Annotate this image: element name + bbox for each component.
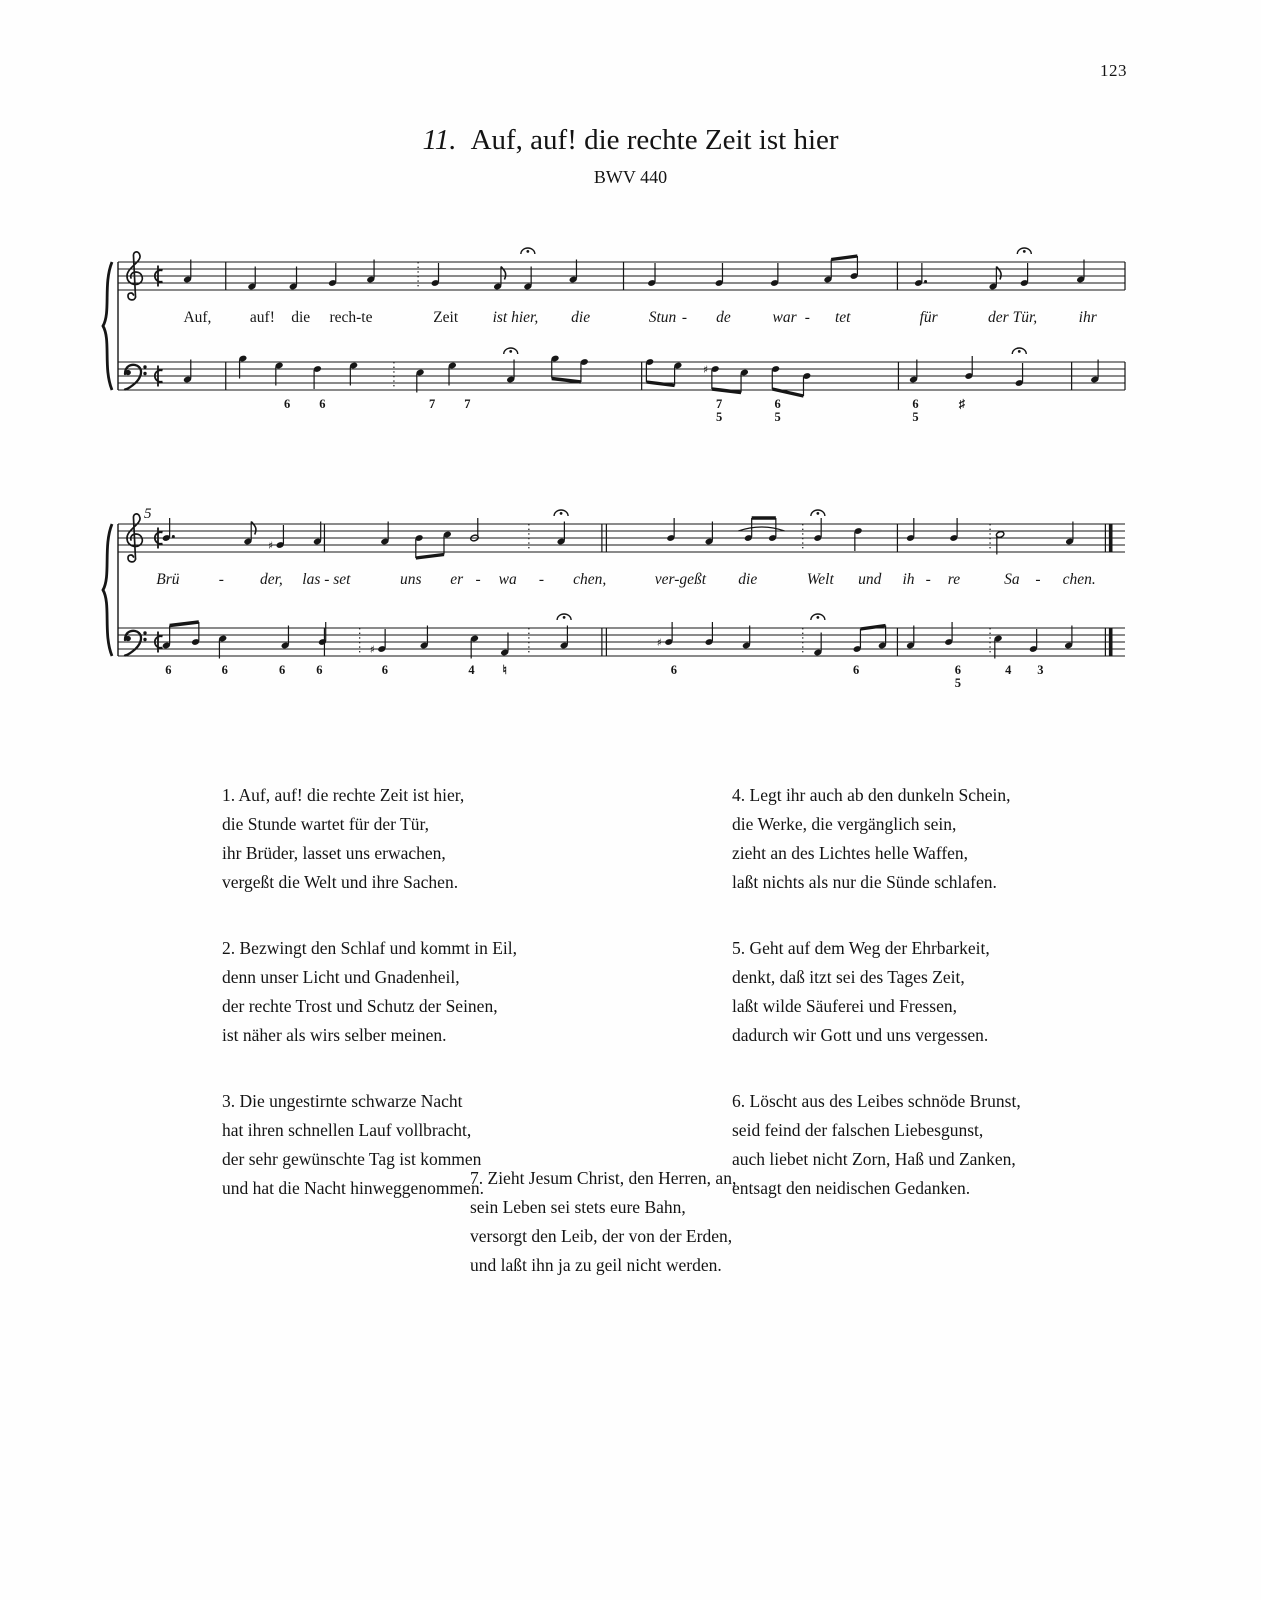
note xyxy=(183,360,192,384)
lyric-syllable: - xyxy=(538,571,545,588)
note xyxy=(247,267,256,291)
note xyxy=(162,626,171,650)
note xyxy=(771,365,780,389)
verse xyxy=(732,934,1172,1050)
note xyxy=(1090,360,1099,384)
verse-line: 3. Die ungestirnte schwarze Nacht xyxy=(222,1091,463,1111)
lyric-syllable: ver-geßt xyxy=(654,571,707,588)
note xyxy=(1065,522,1074,546)
augmentation-dot xyxy=(924,280,927,283)
note xyxy=(313,522,322,546)
verse-line: laßt wilde Säuferei und Fressen, xyxy=(732,996,958,1016)
page-title xyxy=(0,124,1261,157)
title-text: Auf, auf! die rechte Zeit ist hier xyxy=(470,124,839,156)
lyric-syllable: - xyxy=(1035,571,1041,588)
note xyxy=(380,522,389,546)
note xyxy=(443,531,452,555)
lyric-syllable: - xyxy=(475,571,481,588)
staff-lines xyxy=(118,628,1125,656)
note xyxy=(1029,629,1038,653)
figured-bass-number: 6 xyxy=(954,663,961,677)
note xyxy=(275,362,284,386)
verse-line: 5. Geht auf dem Weg der Ehrbarkeit, xyxy=(732,938,990,958)
figured-bass-number: 6 xyxy=(853,663,860,677)
note xyxy=(238,355,247,379)
figured-bass-number: ♮ xyxy=(502,663,507,677)
figured-bass-number: 6 xyxy=(316,663,323,677)
lyric-syllable: wa xyxy=(498,571,517,588)
lyric-syllable: rech-te xyxy=(329,309,373,326)
lyric-syllable: auf! xyxy=(249,309,275,326)
beam xyxy=(831,256,857,260)
fermata-icon xyxy=(504,348,518,354)
augmentation-dot xyxy=(172,535,175,538)
note xyxy=(673,362,682,386)
lyric-syllable: - xyxy=(681,309,688,326)
note xyxy=(416,369,425,393)
figured-bass-number: 6 xyxy=(670,663,677,677)
note xyxy=(431,263,440,287)
note xyxy=(500,633,509,657)
verse-line: und hat die Nacht hinweggenommen. xyxy=(222,1178,484,1198)
note xyxy=(191,622,200,646)
note xyxy=(878,626,887,650)
verse-line: entsagt den neidischen Gedanken. xyxy=(732,1178,971,1198)
note xyxy=(420,626,429,650)
verse xyxy=(222,781,662,897)
lyric-syllable: die xyxy=(571,309,591,326)
verse-line: auch liebet nicht Zorn, Haß und Zanken, xyxy=(732,1149,1016,1169)
lyric-syllable: re xyxy=(947,571,961,588)
note xyxy=(742,626,751,650)
lyric-syllable: Zeit xyxy=(433,309,459,326)
verse-line: hat ihren schnellen Lauf vollbracht, xyxy=(222,1120,472,1140)
verse-line: 6. Löscht aus des Leibes schnöde Brunst, xyxy=(732,1091,1021,1111)
lyric-syllable: las - set xyxy=(302,571,351,588)
note xyxy=(243,522,256,546)
verse-line: denkt, daß itzt sei des Tages Zeit, xyxy=(732,967,965,987)
figured-bass-number: 7 xyxy=(429,397,436,411)
verse xyxy=(222,934,662,1050)
note xyxy=(823,260,832,284)
note xyxy=(740,369,749,393)
system-brace-icon xyxy=(103,524,112,656)
note xyxy=(850,256,859,280)
verse-line: ihr Brüder, lasset uns erwachen, xyxy=(222,843,446,863)
note xyxy=(281,626,290,650)
system-brace-icon xyxy=(103,262,112,390)
figured-bass-number: 6 xyxy=(165,663,172,677)
accidental: ♯ xyxy=(656,636,662,649)
note xyxy=(1020,263,1029,287)
note xyxy=(506,360,515,384)
verse-line: denn unser Licht und Gnadenheil, xyxy=(222,967,460,987)
verse-line: die Stunde wartet für der Tür, xyxy=(222,814,429,834)
figured-bass-number: 7 xyxy=(464,397,471,411)
verse-line: 2. Bezwingt den Schlaf und kommt in Eil, xyxy=(222,938,518,958)
note xyxy=(1076,260,1085,284)
note xyxy=(964,356,973,380)
figured-bass-number: 6 xyxy=(319,397,326,411)
lyric-syllable: ihr xyxy=(1078,309,1097,326)
verse-line: dadurch wir Gott und uns vergessen. xyxy=(732,1025,989,1045)
verse xyxy=(732,781,1172,897)
note xyxy=(523,267,532,291)
note xyxy=(218,635,227,659)
lyric-syllable: war xyxy=(772,309,797,326)
accidental: ♯ xyxy=(268,539,274,552)
figured-bass-number: 5 xyxy=(774,410,781,424)
verse xyxy=(470,1164,890,1280)
lyric-syllable: Stun xyxy=(648,309,677,326)
music-system-1 xyxy=(100,238,1145,443)
note xyxy=(470,635,479,659)
eighth-flag xyxy=(501,267,506,280)
note xyxy=(569,260,578,284)
note xyxy=(705,522,714,546)
lyric-syllable: der Tür, xyxy=(988,309,1038,326)
lyric-syllable: der, xyxy=(259,571,283,588)
note xyxy=(1064,626,1073,650)
note xyxy=(906,626,915,650)
note xyxy=(493,267,506,291)
figured-bass-number: 6 xyxy=(284,397,291,411)
figured-bass-number: 4 xyxy=(1005,663,1012,677)
note xyxy=(949,518,958,542)
figured-bass-number: 7 xyxy=(716,397,723,411)
note xyxy=(289,267,298,291)
note xyxy=(853,629,862,653)
note xyxy=(666,518,675,542)
beam xyxy=(416,555,444,559)
verse-line: 7. Zieht Jesum Christ, den Herren, an, xyxy=(470,1168,737,1188)
note xyxy=(802,372,811,396)
lyric-syllable: er xyxy=(450,571,464,588)
figured-bass-number: 4 xyxy=(468,663,475,677)
note xyxy=(996,531,1005,555)
lyric-syllable: für xyxy=(919,309,938,326)
lyric-syllable: die xyxy=(291,309,311,326)
lyric-syllable: uns xyxy=(399,571,422,588)
fermata-icon xyxy=(1017,248,1031,254)
staff-lines xyxy=(118,362,1125,390)
lyric-syllable: Welt xyxy=(806,571,834,588)
note xyxy=(349,362,358,386)
lyric-syllable: die xyxy=(738,571,758,588)
note xyxy=(854,527,863,551)
eighth-flag xyxy=(996,267,1001,280)
note xyxy=(944,622,953,646)
note xyxy=(770,263,779,287)
figured-bass-number: 6 xyxy=(912,397,919,411)
note xyxy=(715,263,724,287)
music-system-2 xyxy=(100,490,1145,708)
verse-center xyxy=(470,1164,890,1317)
fermata-icon xyxy=(521,248,535,254)
note xyxy=(647,263,656,287)
note xyxy=(313,365,322,389)
figured-bass-number: 5 xyxy=(716,410,723,424)
verse-line: sein Leben sei stets eure Bahn, xyxy=(470,1197,686,1217)
note xyxy=(909,360,918,384)
note xyxy=(366,260,375,284)
verse-line: 4. Legt ihr auch ab den dunkeln Schein, xyxy=(732,785,1011,805)
fermata-icon xyxy=(1012,348,1026,354)
lyric-syllable: Sa xyxy=(1004,571,1020,588)
lyric-syllable: und xyxy=(858,571,882,588)
lyric-syllable: de xyxy=(716,309,731,326)
lyric-syllable: chen, xyxy=(573,571,607,588)
note xyxy=(557,522,566,546)
page-number: 123 xyxy=(1100,61,1127,80)
note xyxy=(560,626,569,650)
note xyxy=(645,358,654,382)
lyric-syllable: tet xyxy=(834,309,851,326)
note xyxy=(768,518,777,542)
figured-bass-number: ♯ xyxy=(958,397,965,411)
accidental: ♯ xyxy=(369,643,375,656)
accidental: ♯ xyxy=(703,363,709,376)
note xyxy=(448,362,457,386)
bwv-number: BWV 440 xyxy=(593,167,668,187)
verse-line: zieht an des Lichtes helle Waffen, xyxy=(732,843,969,863)
fermata-icon xyxy=(557,614,571,620)
fermata-icon xyxy=(554,510,568,516)
fermata-icon xyxy=(811,614,825,620)
note xyxy=(989,267,1002,291)
figured-bass-number: 5 xyxy=(912,410,919,424)
note xyxy=(328,263,337,287)
note xyxy=(813,633,822,657)
figured-bass-number: 6 xyxy=(381,663,388,677)
verse-line: ist näher als wirs selber meinen. xyxy=(222,1025,447,1045)
staff-lines xyxy=(118,262,1125,290)
slur xyxy=(738,527,784,531)
lyric-syllable: Brü xyxy=(156,571,180,588)
note xyxy=(1015,363,1024,387)
beam xyxy=(170,622,199,626)
figured-bass-number: 3 xyxy=(1037,663,1044,677)
verse-line: die Werke, die vergänglich sein, xyxy=(732,814,957,834)
verse-line: der rechte Trost und Schutz der Seinen, xyxy=(222,996,498,1016)
figured-bass-number: 5 xyxy=(954,676,961,690)
verse-line: vergeßt die Welt und ihre Sachen. xyxy=(222,872,459,892)
beam xyxy=(552,379,581,383)
note xyxy=(906,518,915,542)
fermata-icon xyxy=(811,510,825,516)
note xyxy=(551,355,560,379)
figured-bass-number: 6 xyxy=(221,663,228,677)
eighth-flag xyxy=(251,522,256,535)
lyric-syllable: ih xyxy=(902,571,915,588)
note xyxy=(705,622,714,646)
note xyxy=(580,358,589,382)
verse-line: laßt nichts als nur die Sünde schlafen. xyxy=(732,872,997,892)
lyric-syllable: Auf, xyxy=(183,309,212,326)
lyric-syllable: - xyxy=(218,571,224,588)
figured-bass-number: 6 xyxy=(279,663,286,677)
figured-bass-number: 6 xyxy=(774,397,781,411)
lyric-syllable: chen. xyxy=(1062,571,1096,588)
lyric-syllable: ist hier, xyxy=(492,309,539,326)
note xyxy=(183,260,192,284)
title-number: 11. xyxy=(422,124,457,156)
lyric-syllable: - xyxy=(925,571,931,588)
verse-line: seid feind der falschen Liebesgunst, xyxy=(732,1120,984,1140)
verse-line: 1. Auf, auf! die rechte Zeit ist hier, xyxy=(222,785,465,805)
verse-line: und laßt ihn ja zu geil nicht werden. xyxy=(470,1255,722,1275)
note xyxy=(744,518,753,542)
note xyxy=(415,534,424,558)
note xyxy=(994,635,1003,659)
note xyxy=(813,518,822,542)
note xyxy=(318,622,327,646)
verse-line: versorgt den Leib, der von der Erden, xyxy=(470,1226,733,1246)
verse-line: der sehr gewünschte Tag ist kommen xyxy=(222,1149,482,1169)
measure-number: 5 xyxy=(144,506,152,522)
lyric-syllable: - xyxy=(804,309,810,326)
